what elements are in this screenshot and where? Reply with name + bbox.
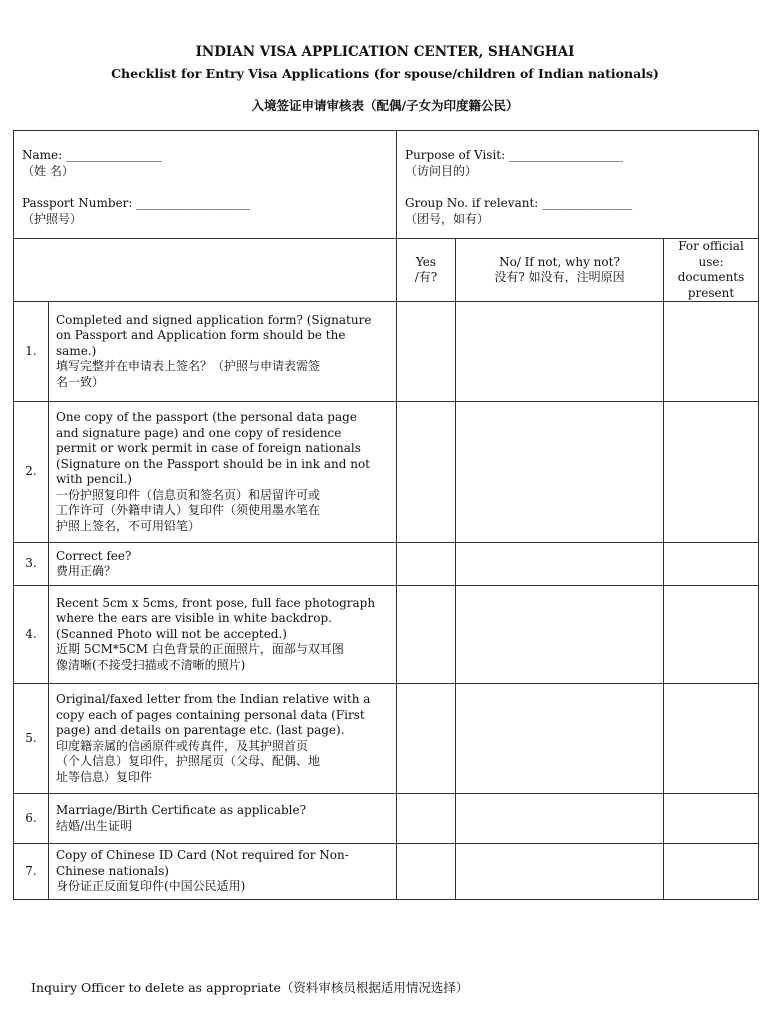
item-description-line: and signature page) and one copy of residence (56, 425, 342, 440)
no-reason-cell[interactable] (456, 684, 664, 794)
checklist-table (13, 130, 759, 900)
item-description-line: Original/faxed letter from the Indian relative with a (56, 692, 371, 706)
official-use-column-header: For official use: documents present (664, 239, 759, 302)
footer-note: Inquiry Officer to delete as appropriate（资料审核员根据适用情况选择） (31, 980, 469, 995)
visit-info-cell (397, 131, 759, 239)
official-use-cell[interactable] (664, 302, 759, 402)
yes-checkbox-cell[interactable] (397, 543, 456, 586)
item-description-line: (Signature on the Passport should be in ink and not (56, 456, 370, 471)
item-description-line: with pencil.) (56, 472, 132, 486)
checklist-row (14, 684, 759, 794)
no-reason-cell[interactable] (456, 586, 664, 684)
no-reason-cell[interactable] (456, 844, 664, 900)
item-description-line: 结婚/出生证明 (56, 818, 133, 833)
yes-checkbox-cell[interactable] (397, 844, 456, 900)
name-label-cn: （姓 名） (22, 163, 74, 178)
item-description-line: 址等信息）复印件 (56, 769, 153, 784)
checklist-row (14, 543, 759, 586)
item-description (49, 684, 397, 794)
checklist-row (14, 586, 759, 684)
item-number: 2. (14, 402, 49, 543)
item-description-line: Copy of Chinese ID Card (Not required for Non- (56, 848, 349, 863)
name-field[interactable]: Name: ________________ (22, 148, 162, 162)
item-number: 4. (14, 586, 49, 684)
item-description-line: Recent 5cm x 5cms, front pose, full face photograph (56, 595, 376, 610)
purpose-of-visit-field[interactable]: Purpose of Visit: ___________________ (405, 148, 623, 162)
official-use-cell[interactable] (664, 844, 759, 900)
yes-column-header: Yes /有? (397, 239, 456, 302)
checklist-items (14, 302, 759, 900)
passport-number-field[interactable]: Passport Number: ___________________ (22, 196, 251, 210)
official-use-cell[interactable] (664, 794, 759, 844)
item-description-line: 近期 5CM*5CM 白色背景的正面照片，面部与双耳图 (56, 642, 344, 657)
item-description-line: 名一致） (56, 374, 105, 389)
item-description-line: 一份护照复印件（信息页和签名页）和居留许可或 (56, 487, 321, 502)
item-description-line: 费用正确？ (56, 564, 117, 578)
item-description-line: （个人信息）复印件，护照尾页（父母、配偶、地 (56, 754, 321, 768)
header-blank-cell (14, 239, 397, 302)
item-description (49, 844, 397, 900)
item-description-line: 印度籍亲属的信函原件或传真件，及其护照首页 (56, 738, 309, 753)
item-description-line: Completed and signed application form? (Signature (56, 312, 372, 327)
checklist-row (14, 402, 759, 543)
item-description-line: permit or work permit in case of foreign nationals (56, 441, 361, 455)
item-description-line: on Passport and Application form should be the (56, 328, 346, 343)
item-number: 3. (14, 543, 49, 586)
item-description-line: 身份证正反面复印件(中国公民适用) (56, 879, 246, 894)
checklist-row (14, 844, 759, 900)
item-number: 5. (14, 684, 49, 794)
item-description-line: Chinese nationals) (56, 863, 169, 878)
group-number-field[interactable]: Group No. if relevant: _______________ (405, 196, 633, 210)
item-description-line: (Scanned Photo will not be accepted.) (56, 626, 287, 641)
form-title: INDIAN VISA APPLICATION CENTER, SHANGHAI (195, 44, 575, 60)
item-description (49, 302, 397, 402)
item-description (49, 543, 397, 586)
applicant-info-cell (14, 131, 397, 239)
no-column-header: No/ If not, why not? 没有? 如没有，注明原因 (456, 239, 664, 302)
official-use-cell[interactable] (664, 402, 759, 543)
official-use-cell[interactable] (664, 586, 759, 684)
yes-checkbox-cell[interactable] (397, 794, 456, 844)
official-use-cell[interactable] (664, 684, 759, 794)
item-description-line: copy each of pages containing personal data (First (56, 707, 365, 722)
yes-checkbox-cell[interactable] (397, 586, 456, 684)
item-description (49, 402, 397, 543)
checklist-row (14, 794, 759, 844)
checklist-row (14, 302, 759, 402)
purpose-label-cn: （访问目的） (405, 163, 478, 178)
no-reason-cell[interactable] (456, 302, 664, 402)
official-use-cell[interactable] (664, 543, 759, 586)
item-description (49, 794, 397, 844)
no-reason-cell[interactable] (456, 543, 664, 586)
item-description-line: Correct fee? (56, 548, 132, 563)
item-description-line: 工作许可（外籍申请人）复印件（须使用墨水笔在 (56, 503, 321, 517)
item-description-line: Marriage/Birth Certificate as applicable? (56, 803, 307, 817)
passport-label-cn: （护照号） (22, 211, 83, 226)
item-description-line: 护照上签名，不可用铅笔） (56, 518, 201, 533)
no-reason-cell[interactable] (456, 402, 664, 543)
item-description (49, 586, 397, 684)
yes-checkbox-cell[interactable] (397, 302, 456, 402)
item-description-line: page) and details on parentage etc. (last page). (56, 723, 345, 737)
item-number: 7. (14, 844, 49, 900)
yes-checkbox-cell[interactable] (397, 684, 456, 794)
no-reason-cell[interactable] (456, 794, 664, 844)
item-description-line: One copy of the passport (the personal data page (56, 410, 357, 424)
item-number: 6. (14, 794, 49, 844)
item-number: 1. (14, 302, 49, 402)
form-title-chinese: 入境签证申请审核表（配偶/子女为印度籍公民） (251, 98, 519, 113)
item-description-line: 像清晰(不接受扫描或不清晰的照片) (56, 657, 246, 672)
item-description-line: 填写完整并在申请表上签名？（护照与申请表需签 (56, 359, 321, 374)
group-label-cn: （团号，如有） (405, 211, 490, 226)
item-description-line: same.) (56, 343, 97, 358)
form-subtitle: Checklist for Entry Visa Applications (for spouse/children of Indian nationals) (111, 66, 659, 81)
item-description-line: where the ears are visible in white backdrop. (56, 611, 332, 626)
yes-checkbox-cell[interactable] (397, 402, 456, 543)
